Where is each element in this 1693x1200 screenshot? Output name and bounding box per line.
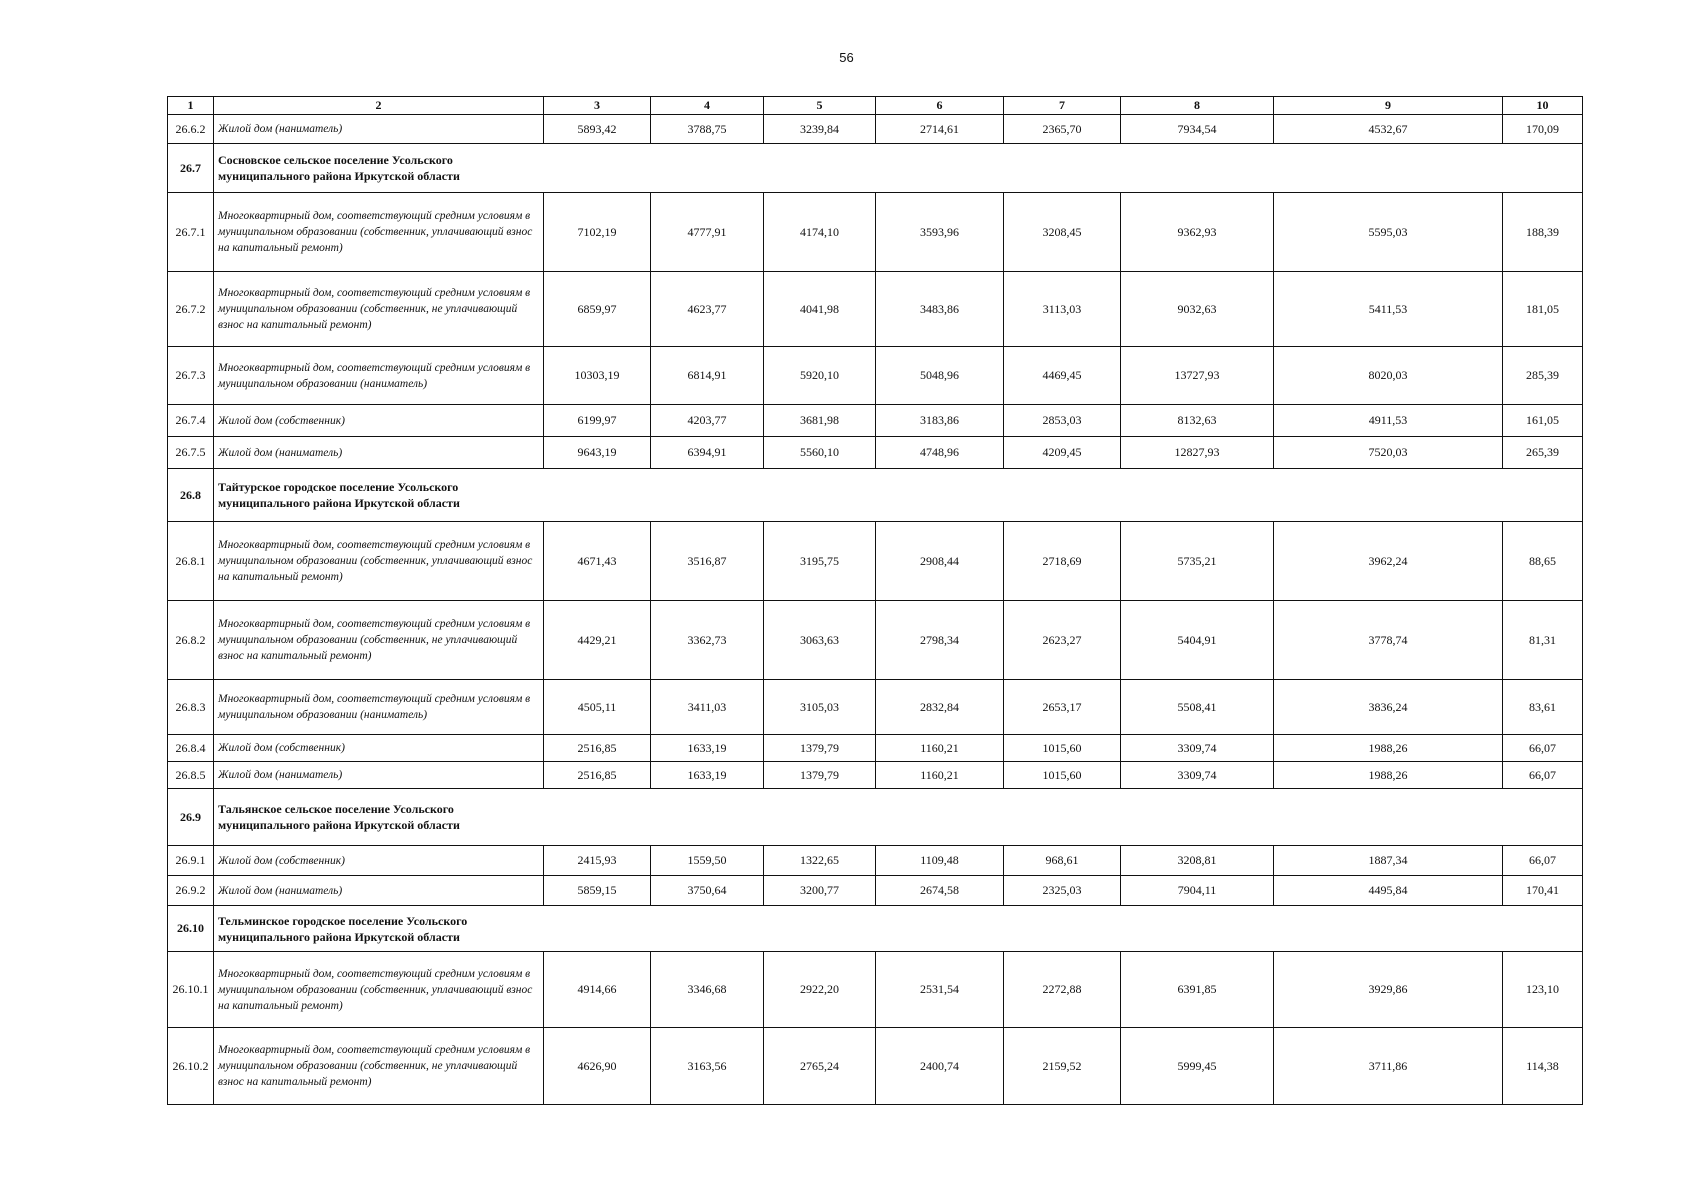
value-cell: 66,07 — [1503, 735, 1583, 762]
section-name: Тельминское городское поселение Усольского муниципального района Иркутской области — [218, 913, 468, 944]
header-row — [168, 97, 1583, 115]
value-cell: 2922,20 — [764, 952, 876, 1028]
value-cell: 3411,03 — [651, 680, 764, 735]
value-cell: 123,10 — [1503, 952, 1583, 1028]
row-code: 26.8.1 — [168, 522, 214, 601]
value-cell: 5920,10 — [764, 347, 876, 405]
row-code: 26.8.3 — [168, 680, 214, 735]
value-cell: 4777,91 — [651, 193, 764, 272]
section-name: Тайтурское городское поселение Усольского муниципального района Иркутской области — [218, 480, 460, 510]
row-code: 26.7.2 — [168, 272, 214, 347]
section-row — [168, 789, 1583, 846]
value-cell: 5859,15 — [544, 876, 651, 906]
value-cell: 4911,53 — [1274, 405, 1503, 437]
value-cell: 66,07 — [1503, 846, 1583, 876]
row-code: 26.10.2 — [168, 1028, 214, 1105]
value-cell: 12827,93 — [1121, 437, 1274, 469]
table-row — [168, 601, 1583, 680]
row-description: Многоквартирный дом, соответствующий средним условиям в муниципальном образовании (собственник, уплачивающий взнос на капитальный ремонт) — [214, 522, 544, 601]
value-cell: 8020,03 — [1274, 347, 1503, 405]
value-cell: 3195,75 — [764, 522, 876, 601]
value-cell: 3929,86 — [1274, 952, 1503, 1028]
value-cell: 4041,98 — [764, 272, 876, 347]
value-cell: 8132,63 — [1121, 405, 1274, 437]
value-cell: 3750,64 — [651, 876, 764, 906]
value-cell: 2674,58 — [876, 876, 1004, 906]
value-cell: 170,09 — [1503, 115, 1583, 144]
table-row — [168, 762, 1583, 789]
value-cell: 10303,19 — [544, 347, 651, 405]
value-cell: 2853,03 — [1004, 405, 1121, 437]
value-cell: 7102,19 — [544, 193, 651, 272]
value-cell: 3309,74 — [1121, 735, 1274, 762]
value-cell: 5893,42 — [544, 115, 651, 144]
row-description: Многоквартирный дом, соответствующий средним условиям в муниципальном образовании (собственник, не уплачивающий взнос на капитальный ремонт) — [214, 1028, 544, 1105]
value-cell: 5508,41 — [1121, 680, 1274, 735]
value-cell: 3309,74 — [1121, 762, 1274, 789]
value-cell: 66,07 — [1503, 762, 1583, 789]
row-description: Многоквартирный дом, соответствующий средним условиям в муниципальном образовании (собственник, не уплачивающий взнос на капитальный ремонт) — [214, 601, 544, 680]
value-cell: 2765,24 — [764, 1028, 876, 1105]
section-code: 26.8 — [168, 469, 214, 522]
value-cell: 3105,03 — [764, 680, 876, 735]
value-cell: 7904,11 — [1121, 876, 1274, 906]
row-code: 26.7.4 — [168, 405, 214, 437]
section-name: Сосновское сельское поселение Усольского муниципального района Иркутской области — [218, 153, 460, 183]
value-cell: 9362,93 — [1121, 193, 1274, 272]
value-cell: 3962,24 — [1274, 522, 1503, 601]
value-cell: 2516,85 — [544, 762, 651, 789]
table-row — [168, 846, 1583, 876]
row-description: Многоквартирный дом, соответствующий средним условиям в муниципальном образовании (собственник, уплачивающий взнос на капитальный ремонт) — [214, 193, 544, 272]
tariff-table — [167, 96, 1583, 1105]
value-cell: 2623,27 — [1004, 601, 1121, 680]
row-code: 26.9.1 — [168, 846, 214, 876]
row-description: Многоквартирный дом, соответствующий средним условиям в муниципальном образовании (собственник, не уплачивающий взнос на капитальный ремонт) — [214, 272, 544, 347]
value-cell: 6199,97 — [544, 405, 651, 437]
value-cell: 4429,21 — [544, 601, 651, 680]
row-description: Жилой дом (собственник) — [214, 846, 544, 876]
row-description: Жилой дом (наниматель) — [214, 437, 544, 469]
value-cell: 2798,34 — [876, 601, 1004, 680]
value-cell: 5048,96 — [876, 347, 1004, 405]
value-cell: 3788,75 — [651, 115, 764, 144]
value-cell: 6394,91 — [651, 437, 764, 469]
value-cell: 81,31 — [1503, 601, 1583, 680]
header-cell: 6 — [876, 97, 1004, 115]
value-cell: 2653,17 — [1004, 680, 1121, 735]
value-cell: 1322,65 — [764, 846, 876, 876]
section-name: Тальянское сельское поселение Усольского муниципального района Иркутской области — [218, 802, 460, 832]
value-cell: 4469,45 — [1004, 347, 1121, 405]
header-cell: 7 — [1004, 97, 1121, 115]
row-code: 26.8.4 — [168, 735, 214, 762]
value-cell: 1109,48 — [876, 846, 1004, 876]
value-cell: 1559,50 — [651, 846, 764, 876]
row-code: 26.7.1 — [168, 193, 214, 272]
value-cell: 7934,54 — [1121, 115, 1274, 144]
value-cell: 4209,45 — [1004, 437, 1121, 469]
section-row — [168, 144, 1583, 193]
value-cell: 6859,97 — [544, 272, 651, 347]
row-description: Многоквартирный дом, соответствующий средним условиям в муниципальном образовании (наниматель) — [214, 680, 544, 735]
value-cell: 1988,26 — [1274, 735, 1503, 762]
header-cell: 9 — [1274, 97, 1503, 115]
value-cell: 1988,26 — [1274, 762, 1503, 789]
value-cell: 161,05 — [1503, 405, 1583, 437]
value-cell: 170,41 — [1503, 876, 1583, 906]
value-cell: 3483,86 — [876, 272, 1004, 347]
value-cell: 88,65 — [1503, 522, 1583, 601]
value-cell: 5595,03 — [1274, 193, 1503, 272]
value-cell: 114,38 — [1503, 1028, 1583, 1105]
value-cell: 968,61 — [1004, 846, 1121, 876]
header-cell: 2 — [214, 97, 544, 115]
page-number: 56 — [839, 50, 854, 65]
value-cell: 2832,84 — [876, 680, 1004, 735]
value-cell: 1160,21 — [876, 735, 1004, 762]
value-cell: 5560,10 — [764, 437, 876, 469]
value-cell: 9643,19 — [544, 437, 651, 469]
section-row — [168, 906, 1583, 952]
value-cell: 5999,45 — [1121, 1028, 1274, 1105]
value-cell: 3593,96 — [876, 193, 1004, 272]
value-cell: 4914,66 — [544, 952, 651, 1028]
value-cell: 2415,93 — [544, 846, 651, 876]
row-description: Многоквартирный дом, соответствующий средним условиям в муниципальном образовании (собственник, уплачивающий взнос на капитальный ремонт) — [214, 952, 544, 1028]
value-cell: 188,39 — [1503, 193, 1583, 272]
header-cell: 8 — [1121, 97, 1274, 115]
value-cell: 3113,03 — [1004, 272, 1121, 347]
value-cell: 3063,63 — [764, 601, 876, 680]
header-cell: 10 — [1503, 97, 1583, 115]
value-cell: 2714,61 — [876, 115, 1004, 144]
header-cell: 3 — [544, 97, 651, 115]
header-cell: 1 — [168, 97, 214, 115]
value-cell: 2516,85 — [544, 735, 651, 762]
value-cell: 83,61 — [1503, 680, 1583, 735]
value-cell: 4505,11 — [544, 680, 651, 735]
value-cell: 3183,86 — [876, 405, 1004, 437]
value-cell: 4174,10 — [764, 193, 876, 272]
value-cell: 2400,74 — [876, 1028, 1004, 1105]
value-cell: 2531,54 — [876, 952, 1004, 1028]
row-code: 26.7.5 — [168, 437, 214, 469]
row-description: Жилой дом (собственник) — [214, 735, 544, 762]
row-code: 26.6.2 — [168, 115, 214, 144]
row-code: 26.8.5 — [168, 762, 214, 789]
table-row — [168, 405, 1583, 437]
table-row — [168, 735, 1583, 762]
value-cell: 2159,52 — [1004, 1028, 1121, 1105]
value-cell: 7520,03 — [1274, 437, 1503, 469]
value-cell: 2325,03 — [1004, 876, 1121, 906]
value-cell: 4532,67 — [1274, 115, 1503, 144]
table-row — [168, 115, 1583, 144]
value-cell: 4626,90 — [544, 1028, 651, 1105]
value-cell: 1015,60 — [1004, 735, 1121, 762]
table-row — [168, 1028, 1583, 1105]
row-code: 26.10.1 — [168, 952, 214, 1028]
table-row — [168, 347, 1583, 405]
value-cell: 1379,79 — [764, 735, 876, 762]
value-cell: 265,39 — [1503, 437, 1583, 469]
value-cell: 4203,77 — [651, 405, 764, 437]
value-cell: 3836,24 — [1274, 680, 1503, 735]
row-code: 26.8.2 — [168, 601, 214, 680]
value-cell: 3200,77 — [764, 876, 876, 906]
table-row — [168, 437, 1583, 469]
table-row — [168, 272, 1583, 347]
header-cell: 5 — [764, 97, 876, 115]
value-cell: 2718,69 — [1004, 522, 1121, 601]
value-cell: 5411,53 — [1274, 272, 1503, 347]
table-row — [168, 522, 1583, 601]
row-description: Многоквартирный дом, соответствующий средним условиям в муниципальном образовании (наниматель) — [214, 347, 544, 405]
row-description: Жилой дом (наниматель) — [214, 876, 544, 906]
row-description: Жилой дом (наниматель) — [214, 115, 544, 144]
row-description: Жилой дом (собственник) — [214, 405, 544, 437]
value-cell: 1887,34 — [1274, 846, 1503, 876]
table-row — [168, 680, 1583, 735]
table-row — [168, 876, 1583, 906]
value-cell: 4748,96 — [876, 437, 1004, 469]
value-cell: 1379,79 — [764, 762, 876, 789]
value-cell: 2908,44 — [876, 522, 1004, 601]
value-cell: 285,39 — [1503, 347, 1583, 405]
value-cell: 3163,56 — [651, 1028, 764, 1105]
value-cell: 2365,70 — [1004, 115, 1121, 144]
table-row — [168, 952, 1583, 1028]
value-cell: 3711,86 — [1274, 1028, 1503, 1105]
value-cell: 2272,88 — [1004, 952, 1121, 1028]
value-cell: 3346,68 — [651, 952, 764, 1028]
value-cell: 5735,21 — [1121, 522, 1274, 601]
value-cell: 3208,81 — [1121, 846, 1274, 876]
value-cell: 3516,87 — [651, 522, 764, 601]
value-cell: 1633,19 — [651, 735, 764, 762]
value-cell: 3362,73 — [651, 601, 764, 680]
value-cell: 4671,43 — [544, 522, 651, 601]
section-code: 26.7 — [168, 144, 214, 193]
value-cell: 3681,98 — [764, 405, 876, 437]
section-row — [168, 469, 1583, 522]
value-cell: 4623,77 — [651, 272, 764, 347]
value-cell: 6391,85 — [1121, 952, 1274, 1028]
value-cell: 13727,93 — [1121, 347, 1274, 405]
section-code: 26.10 — [168, 906, 214, 952]
value-cell: 9032,63 — [1121, 272, 1274, 347]
section-code: 26.9 — [168, 789, 214, 846]
value-cell: 3239,84 — [764, 115, 876, 144]
value-cell: 3208,45 — [1004, 193, 1121, 272]
value-cell: 5404,91 — [1121, 601, 1274, 680]
row-code: 26.7.3 — [168, 347, 214, 405]
table-row — [168, 193, 1583, 272]
value-cell: 1015,60 — [1004, 762, 1121, 789]
value-cell: 4495,84 — [1274, 876, 1503, 906]
row-code: 26.9.2 — [168, 876, 214, 906]
value-cell: 181,05 — [1503, 272, 1583, 347]
value-cell: 6814,91 — [651, 347, 764, 405]
header-cell: 4 — [651, 97, 764, 115]
value-cell: 1160,21 — [876, 762, 1004, 789]
value-cell: 3778,74 — [1274, 601, 1503, 680]
value-cell: 1633,19 — [651, 762, 764, 789]
row-description: Жилой дом (наниматель) — [214, 762, 544, 789]
